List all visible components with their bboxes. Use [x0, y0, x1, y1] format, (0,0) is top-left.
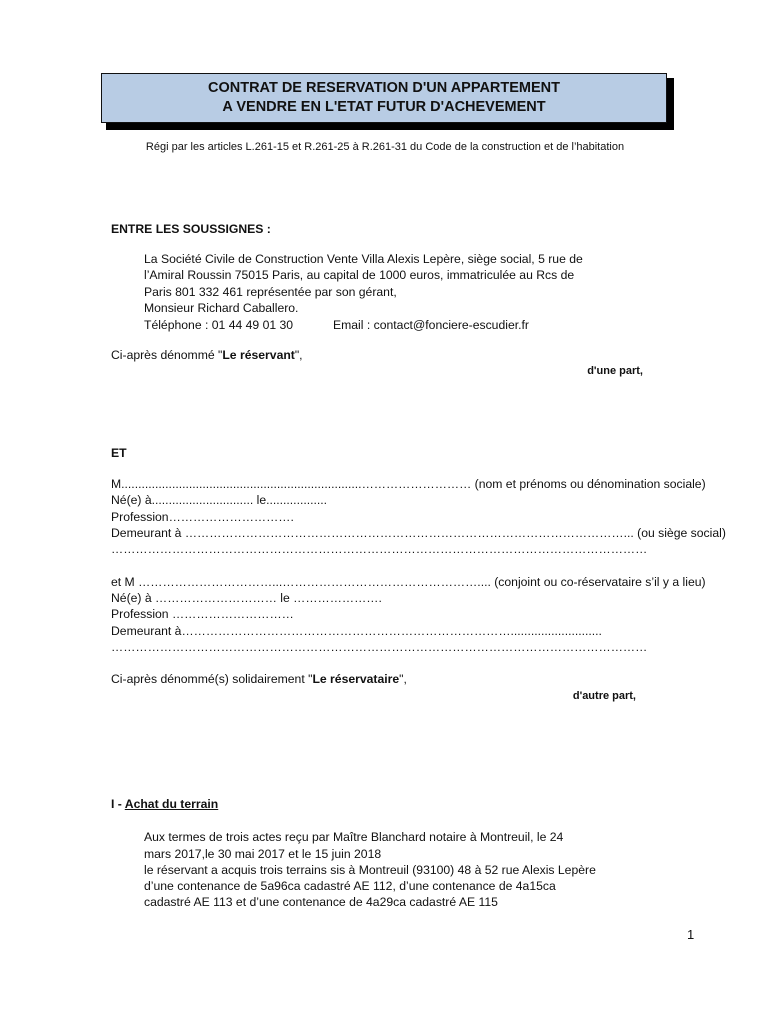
entre-email: Email : contact@fonciere-escudier.fr	[333, 318, 529, 332]
denomination-suffix: ",	[294, 348, 303, 362]
title-box	[101, 73, 667, 123]
section-1-heading	[111, 796, 218, 812]
section-1-line: mars 2017,le 30 mai 2017 et le 15 juin 2018	[144, 847, 382, 861]
reservant-denomination	[111, 347, 303, 363]
et-line: Profession …………………………	[111, 607, 294, 621]
denomination-prefix: Ci-après dénommé "	[111, 348, 223, 362]
et-line: Demeurant à ………………………………………………………………………………………………... (ou siège social)	[111, 526, 726, 540]
page-number: 1	[687, 927, 695, 942]
et-line: Né(e) à ………………………… le ………………….	[111, 591, 382, 605]
entre-line: La Société Civile de Construction Vente Villa Alexis Lepère, siège social, 5 rue de	[144, 252, 583, 266]
section-1-line: d’une contenance de 5a96ca cadastré AE 112, d’une contenance de 4a15ca	[144, 879, 556, 893]
et-line: Profession………………………….	[111, 510, 294, 524]
autre-part: d'autre part,	[572, 690, 636, 702]
denomination-bold: Le réservataire	[312, 672, 400, 686]
et-line: Né(e) à.............................. le..................	[111, 493, 328, 507]
denomination-suffix: ",	[399, 672, 407, 686]
et-line: ……………………………………………………………………………………………………………………	[111, 542, 648, 556]
section-1-title: Achat du terrain	[124, 797, 219, 811]
et-heading: ET	[111, 446, 127, 460]
entre-heading: ENTRE LES SOUSSIGNES :	[111, 222, 271, 236]
denomination-prefix: Ci-après dénommé(s) solidairement "	[111, 672, 313, 686]
section-1-line: Aux termes de trois actes reçu par Maître Blanchard notaire à Montreuil, le 24	[144, 830, 564, 844]
section-1-number: I -	[111, 797, 125, 811]
et-line: Demeurant à………………………………………………………………………...........................	[111, 624, 602, 638]
et-line: M.......................................................................……………………… (nom et prénoms ou dénomination sociale)	[111, 477, 706, 491]
title-line-1: CONTRAT DE RESERVATION D'UN APPARTEMENT	[208, 80, 560, 96]
section-1-line: cadastré AE 113 et d’une contenance de 4a29ca cadastré AE 115	[144, 895, 498, 909]
et-line: ……………………………………………………………………………………………………………………	[111, 640, 648, 654]
entre-line: l’Amiral Roussin 75015 Paris, au capital de 1000 euros, immatriculée au Rcs de	[144, 268, 575, 282]
section-1-line: le réservant a acquis trois terrains sis à Montreuil (93100) 48 à 52 rue Alexis Lepère	[144, 863, 596, 877]
denomination-bold: Le réservant	[222, 348, 295, 362]
entre-line: Monsieur Richard Caballero.	[144, 301, 299, 315]
reservataire-denomination	[111, 671, 407, 687]
entre-phone: Téléphone : 01 44 49 01 30	[144, 318, 294, 332]
entre-line: Paris 801 332 461 représentée par son gérant,	[144, 285, 397, 299]
et-line: et M ……………………………...………………………………………….... (conjoint ou co-réservataire s’il y a lieu)	[111, 575, 706, 589]
title-line-2: A VENDRE EN L'ETAT FUTUR D'ACHEVEMENT	[222, 99, 546, 115]
subtitle: Régi par les articles L.261-15 et R.261-25 à R.261-31 du Code de la construction et de l’habitation	[145, 141, 625, 153]
une-part: d'une part,	[587, 365, 643, 377]
